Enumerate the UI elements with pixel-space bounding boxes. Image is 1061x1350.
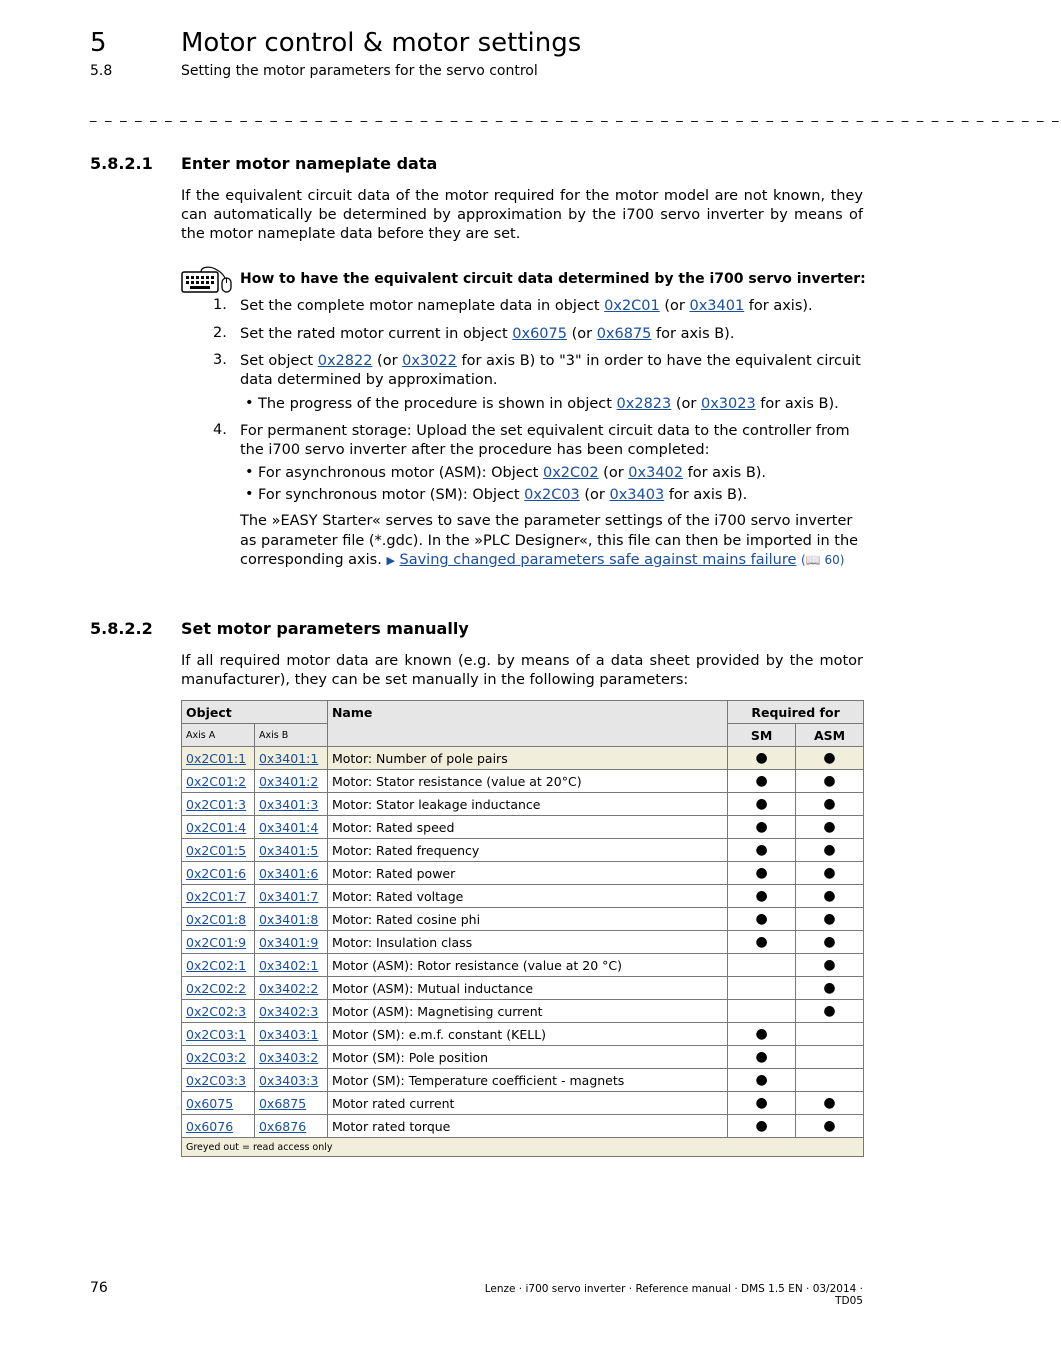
object-link[interactable]: 0x6875 bbox=[596, 326, 652, 342]
axis-a-object-link[interactable]: 0x2C02:1 bbox=[186, 957, 247, 973]
axis-a-object-link[interactable]: 0x2C02:3 bbox=[186, 1003, 247, 1019]
step-number: 1. bbox=[213, 297, 227, 313]
parameter-name: Motor: Rated cosine phi bbox=[331, 911, 481, 927]
table-row bbox=[182, 1092, 864, 1115]
axis-b-object-link[interactable]: 0x3401:2 bbox=[258, 773, 319, 789]
subsection-title: Enter motor nameplate data bbox=[181, 154, 438, 173]
document-info: Lenze · i700 servo inverter · Reference manual · DMS 1.5 EN · 03/2014 · TD05 bbox=[484, 1283, 863, 1307]
object-link[interactable]: 0x2C01 bbox=[604, 298, 660, 314]
asm-required-marker: ● bbox=[823, 1118, 836, 1134]
step-number: 2. bbox=[213, 325, 227, 341]
subsection-number: 5.8.2.1 bbox=[90, 154, 153, 173]
table-row bbox=[182, 862, 864, 885]
parameter-name: Motor: Rated voltage bbox=[331, 888, 464, 904]
parameter-name: Motor: Insulation class bbox=[331, 934, 473, 950]
object-link[interactable]: 0x3023 bbox=[700, 396, 756, 412]
object-link[interactable]: 0x3403 bbox=[609, 487, 665, 503]
page-number: 76 bbox=[90, 1280, 108, 1296]
book-icon: 📖 bbox=[805, 553, 821, 567]
parameter-name: Motor rated current bbox=[331, 1095, 455, 1111]
axis-b-object-link[interactable]: 0x3403:3 bbox=[258, 1072, 319, 1088]
parameter-name: Motor (SM): Temperature coefficient - magnets bbox=[331, 1072, 625, 1088]
parameter-name: Motor: Stator resistance (value at 20°C) bbox=[331, 773, 582, 789]
bullet: • bbox=[245, 486, 254, 502]
intro-paragraph: If the equivalent circuit data of the motor required for the motor model are not known, they can automatically be determined by approximation by the i700 servo inverter by means of the motor nameplate data before they are set. bbox=[181, 188, 863, 242]
asm-required-marker: ● bbox=[823, 773, 836, 789]
table-row bbox=[182, 908, 864, 931]
axis-b-object-link[interactable]: 0x3401:1 bbox=[258, 750, 319, 766]
subsection-number: 5.8.2.2 bbox=[90, 619, 153, 638]
axis-b-object-link[interactable]: 0x3403:2 bbox=[258, 1049, 319, 1065]
step-text: Set the complete motor nameplate data in object 0x2C01 (or 0x3401 for axis). bbox=[240, 298, 813, 314]
object-link[interactable]: 0x2822 bbox=[317, 353, 373, 369]
object-link[interactable]: 0x6075 bbox=[512, 326, 567, 342]
parameter-table bbox=[181, 700, 864, 1157]
object-link[interactable]: 0x2823 bbox=[616, 396, 672, 412]
step-number: 4. bbox=[213, 422, 227, 438]
sm-required-marker: ● bbox=[755, 1072, 768, 1088]
object-link[interactable]: 0x2C03 bbox=[524, 487, 580, 503]
sm-required-marker: ● bbox=[755, 1118, 768, 1134]
page-reference[interactable]: (📖 60) bbox=[801, 553, 845, 567]
axis-b-object-link[interactable]: 0x3401:6 bbox=[258, 865, 319, 881]
parameter-name: Motor (SM): e.m.f. constant (KELL) bbox=[331, 1026, 547, 1042]
axis-b-object-link[interactable]: 0x3402:3 bbox=[258, 1003, 319, 1019]
object-link[interactable]: 0x3402 bbox=[628, 465, 684, 481]
header-axis-b: Axis B bbox=[254, 724, 327, 747]
table-row bbox=[182, 770, 864, 793]
table-row bbox=[182, 747, 864, 770]
table-row bbox=[182, 1023, 864, 1046]
bullet-text: For asynchronous motor (ASM): Object 0x2C02 (or 0x3402 for axis B). bbox=[258, 465, 767, 481]
axis-b-object-link[interactable]: 0x3401:9 bbox=[258, 934, 319, 950]
object-link[interactable]: 0x2C02 bbox=[542, 465, 599, 481]
step-text: Set object 0x2822 (or 0x3022 for axis B) to "3" in order to have the equivalent circuit data determined by approximation. bbox=[240, 353, 861, 388]
sm-required-marker: ● bbox=[755, 1095, 768, 1111]
table-row bbox=[182, 1115, 864, 1138]
table-footnote: Greyed out = read access only bbox=[182, 1138, 864, 1157]
parameter-name: Motor (ASM): Magnetising current bbox=[331, 1003, 543, 1019]
axis-a-object-link[interactable]: 0x2C03:3 bbox=[186, 1072, 247, 1088]
header-asm: ASM bbox=[796, 724, 864, 747]
axis-b-object-link[interactable]: 0x3402:1 bbox=[258, 957, 319, 973]
axis-a-object-link[interactable]: 0x2C01:3 bbox=[186, 796, 247, 812]
sm-required-marker: ● bbox=[755, 1026, 768, 1042]
section-title: Setting the motor parameters for the servo control bbox=[181, 63, 538, 79]
note-paragraph: The »EASY Starter« serves to save the parameter settings of the i700 servo inverter as parameter file (*.gdc). In the »PLC Designer«, this file can then be imported in the corresponding axis. ▶ Saving changed parameters safe against mains failure (📖 60) bbox=[240, 513, 859, 568]
header-axis-a: Axis A bbox=[182, 724, 255, 747]
axis-b-object-link[interactable]: 0x3401:4 bbox=[258, 819, 319, 835]
parameter-name: Motor (SM): Pole position bbox=[331, 1049, 489, 1065]
axis-a-object-link[interactable]: 0x2C01:8 bbox=[186, 911, 247, 927]
sm-required-marker: ● bbox=[755, 773, 768, 789]
asm-required-marker: ● bbox=[823, 1095, 836, 1111]
bullet: • bbox=[245, 464, 254, 480]
axis-a-object-link[interactable]: 0x6076 bbox=[186, 1118, 234, 1134]
parameter-name: Motor (ASM): Mutual inductance bbox=[331, 980, 534, 996]
asm-required-marker: ● bbox=[823, 934, 836, 950]
parameter-name: Motor: Number of pole pairs bbox=[331, 750, 508, 766]
asm-required-marker: ● bbox=[823, 888, 836, 904]
bullet-text: The progress of the procedure is shown in object 0x2823 (or 0x3023 for axis B). bbox=[258, 396, 839, 412]
table-row bbox=[182, 793, 864, 816]
asm-required-marker: ● bbox=[823, 911, 836, 927]
axis-a-object-link[interactable]: 0x2C01:6 bbox=[186, 865, 247, 881]
intro-paragraph: If all required motor data are known (e.g. by means of a data sheet provided by the motor manufacturer), they can be set manually in the following parameters: bbox=[181, 653, 863, 688]
table-row bbox=[182, 931, 864, 954]
asm-required-marker: ● bbox=[823, 750, 836, 766]
parameter-name: Motor: Rated speed bbox=[331, 819, 455, 835]
instruction-heading: How to have the equivalent circuit data determined by the i700 servo inverter: bbox=[240, 271, 866, 287]
header-object: Object bbox=[182, 701, 328, 724]
parameter-name: Motor (ASM): Rotor resistance (value at 20 °C) bbox=[331, 957, 623, 973]
table-row bbox=[182, 1069, 864, 1092]
parameter-name: Motor: Stator leakage inductance bbox=[331, 796, 541, 812]
table-row bbox=[182, 954, 864, 977]
axis-a-object-link[interactable]: 0x2C03:2 bbox=[186, 1049, 247, 1065]
sm-required-marker: ● bbox=[755, 1049, 768, 1065]
header-separator: _ _ _ _ _ _ _ _ _ _ _ _ _ _ _ _ _ _ _ _ _ _ _ _ _ _ _ _ _ _ _ _ _ _ _ _ _ _ _ _ _ _ _ _ _ _ _ _ _ _ _ _ _ _ _ _ _ _ _ _ _ _ _ _ _ bbox=[90, 108, 1061, 123]
asm-required-marker: ● bbox=[823, 980, 836, 996]
sm-required-marker: ● bbox=[755, 796, 768, 812]
sm-required-marker: ● bbox=[755, 750, 768, 766]
parameter-name: Motor: Rated frequency bbox=[331, 842, 480, 858]
sm-required-marker: ● bbox=[755, 865, 768, 881]
sm-required-marker: ● bbox=[755, 842, 768, 858]
parameter-name: Motor: Rated power bbox=[331, 865, 456, 881]
axis-b-object-link[interactable]: 0x6876 bbox=[258, 1118, 307, 1134]
bullet-text: For synchronous motor (SM): Object 0x2C03 (or 0x3403 for axis B). bbox=[258, 487, 748, 503]
table-row bbox=[182, 1000, 864, 1023]
table-row bbox=[182, 816, 864, 839]
axis-a-object-link[interactable]: 0x2C01:2 bbox=[186, 773, 247, 789]
keyboard-mouse-icon bbox=[181, 264, 233, 298]
axis-b-object-link[interactable]: 0x3402:2 bbox=[258, 980, 319, 996]
step-number: 3. bbox=[213, 352, 227, 368]
bullet: • bbox=[245, 395, 254, 411]
header-required: Required for bbox=[728, 701, 864, 724]
step-text: For permanent storage: Upload the set equivalent circuit data to the controller from the i700 servo inverter after the procedure has been completed: bbox=[240, 423, 850, 458]
table-row bbox=[182, 885, 864, 908]
asm-required-marker: ● bbox=[823, 865, 836, 881]
asm-required-marker: ● bbox=[823, 819, 836, 835]
axis-a-object-link[interactable]: 0x6075 bbox=[186, 1095, 234, 1111]
axis-b-object-link[interactable]: 0x3401:8 bbox=[258, 911, 319, 927]
asm-required-marker: ● bbox=[823, 842, 836, 858]
axis-b-object-link[interactable]: 0x3403:1 bbox=[258, 1026, 319, 1042]
chapter-number: 5 bbox=[90, 28, 107, 58]
axis-a-object-link[interactable]: 0x2C01:9 bbox=[186, 934, 247, 950]
sm-required-marker: ● bbox=[755, 888, 768, 904]
axis-a-object-link[interactable]: 0x2C01:7 bbox=[186, 888, 247, 904]
axis-a-object-link[interactable]: 0x2C03:1 bbox=[186, 1026, 247, 1042]
table-row bbox=[182, 977, 864, 1000]
axis-b-object-link[interactable]: 0x6875 bbox=[258, 1095, 307, 1111]
axis-a-object-link[interactable]: 0x2C01:4 bbox=[186, 819, 247, 835]
object-link[interactable]: 0x3022 bbox=[402, 353, 457, 369]
axis-a-object-link[interactable]: 0x2C01:5 bbox=[186, 842, 247, 858]
header-name: Name bbox=[327, 701, 727, 747]
parameter-name: Motor rated torque bbox=[331, 1118, 451, 1134]
step-text: Set the rated motor current in object 0x6075 (or 0x6875 for axis B). bbox=[240, 326, 735, 342]
subsection-title: Set motor parameters manually bbox=[181, 619, 469, 638]
section-number: 5.8 bbox=[90, 63, 113, 79]
asm-required-marker: ● bbox=[823, 796, 836, 812]
table-row bbox=[182, 1046, 864, 1069]
asm-required-marker: ● bbox=[823, 1003, 836, 1019]
triangle-right-icon: ▶ bbox=[386, 554, 395, 567]
sm-required-marker: ● bbox=[755, 911, 768, 927]
object-link[interactable]: 0x3401 bbox=[689, 298, 745, 314]
axis-b-object-link[interactable]: 0x3401:3 bbox=[258, 796, 319, 812]
axis-a-object-link[interactable]: 0x2C02:2 bbox=[186, 980, 247, 996]
sm-required-marker: ● bbox=[755, 819, 768, 835]
header-sm: SM bbox=[728, 724, 796, 747]
axis-b-object-link[interactable]: 0x3401:7 bbox=[258, 888, 319, 904]
chapter-title: Motor control & motor settings bbox=[181, 28, 582, 58]
asm-required-marker: ● bbox=[823, 957, 836, 973]
table-row bbox=[182, 839, 864, 862]
axis-a-object-link[interactable]: 0x2C01:1 bbox=[186, 750, 247, 766]
cross-reference-link[interactable]: Saving changed parameters safe against mains failure bbox=[399, 552, 797, 568]
axis-b-object-link[interactable]: 0x3401:5 bbox=[258, 842, 319, 858]
sm-required-marker: ● bbox=[755, 934, 768, 950]
